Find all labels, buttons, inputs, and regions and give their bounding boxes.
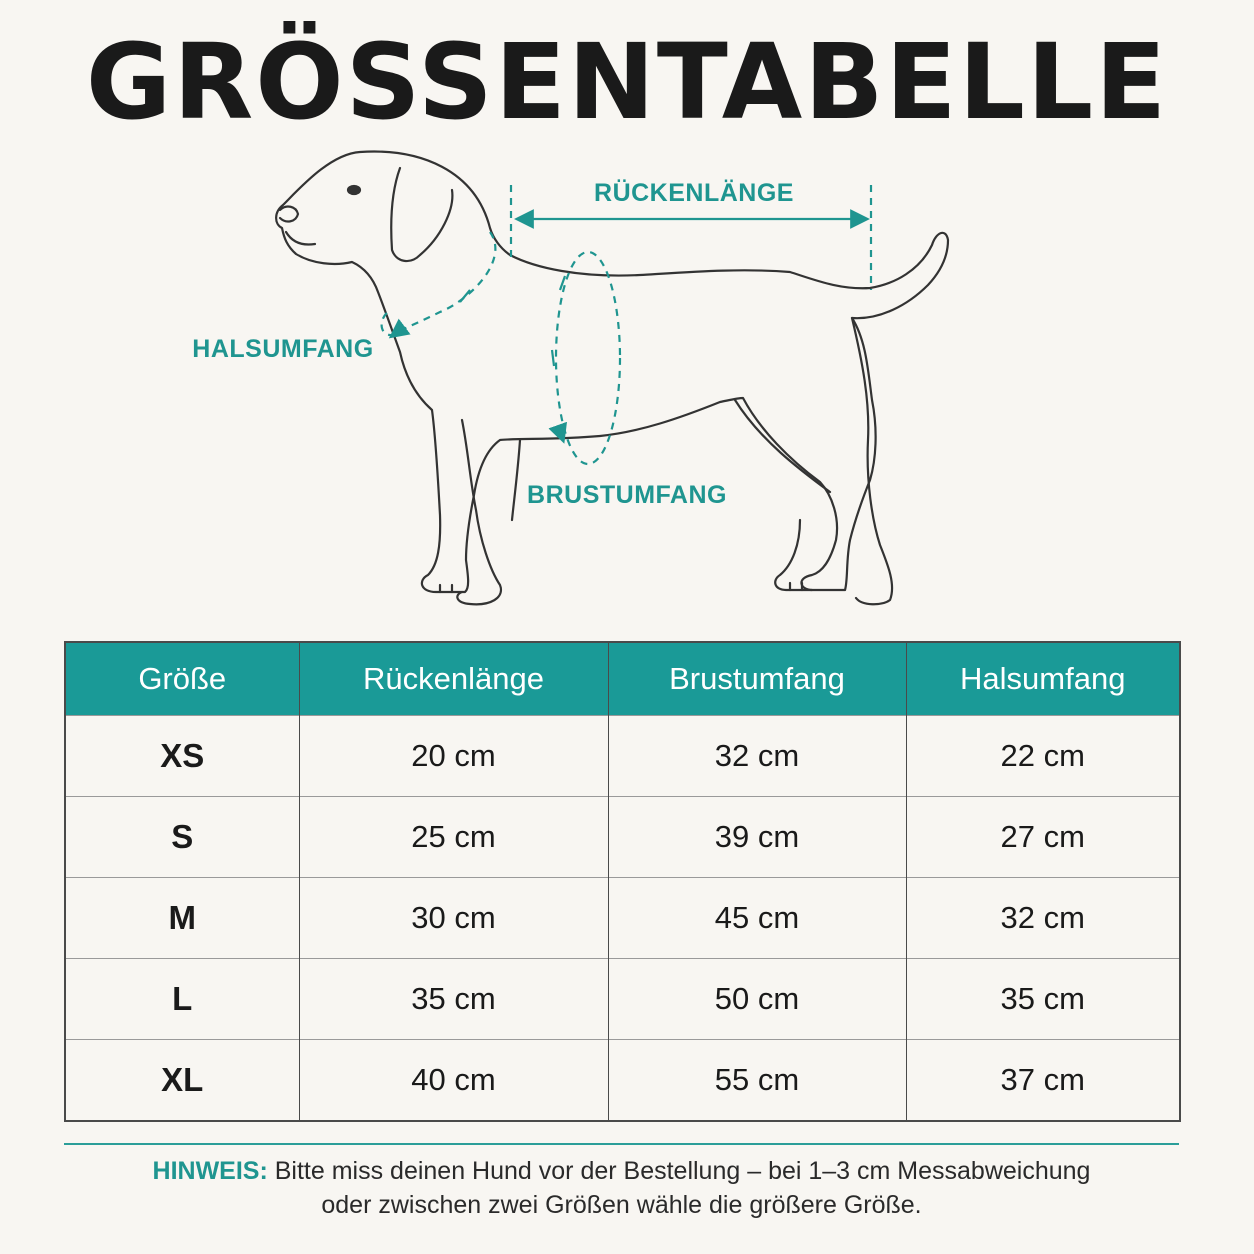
- back-length-cell: 30 cm: [299, 878, 608, 959]
- chest-cell: 50 cm: [608, 959, 906, 1040]
- table-row: [65, 797, 1180, 878]
- header-neck: Halsumfang: [906, 642, 1180, 716]
- hint-text-2: oder zwischen zwei Größen wähle die größere Größe.: [321, 1191, 922, 1219]
- hint-note: [64, 1154, 1179, 1222]
- label-chest: BRUSTUMFANG: [527, 481, 727, 509]
- table-header-row: [65, 642, 1180, 716]
- back-length-cell: 35 cm: [299, 959, 608, 1040]
- label-neck: HALSUMFANG: [192, 335, 374, 363]
- size-cell: XL: [65, 1040, 299, 1122]
- table-row: [65, 878, 1180, 959]
- dog-measurement-diagram: [0, 140, 1254, 630]
- table-row: [65, 1040, 1180, 1122]
- size-cell: S: [65, 797, 299, 878]
- hint-label: HINWEIS:: [152, 1157, 268, 1185]
- neck-cell: 35 cm: [906, 959, 1180, 1040]
- chest-arrows: [552, 276, 565, 440]
- neck-cell: 22 cm: [906, 716, 1180, 797]
- size-table: [64, 641, 1181, 1122]
- back-length-cell: 40 cm: [299, 1040, 608, 1122]
- neck-cell: 27 cm: [906, 797, 1180, 878]
- chest-cell: 55 cm: [608, 1040, 906, 1122]
- back-length-cell: 25 cm: [299, 797, 608, 878]
- header-chest: Brustumfang: [608, 642, 906, 716]
- hint-line-1: [64, 1154, 1179, 1188]
- header-size: Größe: [65, 642, 299, 716]
- size-cell: L: [65, 959, 299, 1040]
- page-title: GRÖSSENTABELLE: [85, 21, 1169, 143]
- divider: [64, 1143, 1179, 1145]
- chest-measure-loop: [556, 252, 620, 464]
- neck-cell: 37 cm: [906, 1040, 1180, 1122]
- size-cell: XS: [65, 716, 299, 797]
- label-back-length: RÜCKENLÄNGE: [594, 179, 794, 207]
- table-row: [65, 716, 1180, 797]
- size-cell: M: [65, 878, 299, 959]
- neck-cell: 32 cm: [906, 878, 1180, 959]
- neck-measure-loop: [382, 232, 496, 335]
- chest-cell: 45 cm: [608, 878, 906, 959]
- chest-cell: 39 cm: [608, 797, 906, 878]
- table-row: [65, 959, 1180, 1040]
- hint-text-1: Bitte miss deinen Hund vor der Bestellung – bei 1–3 cm Messabweichung: [267, 1157, 1091, 1185]
- chest-cell: 32 cm: [608, 716, 906, 797]
- header-back-length: Rückenlänge: [299, 642, 608, 716]
- back-length-cell: 20 cm: [299, 716, 608, 797]
